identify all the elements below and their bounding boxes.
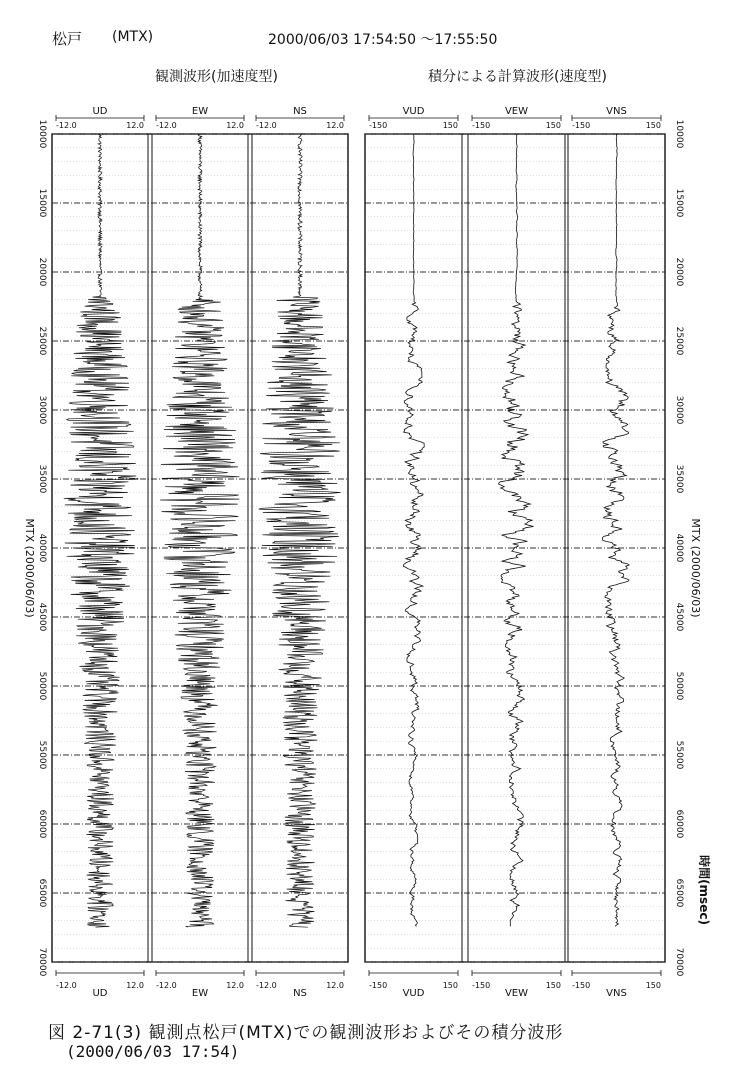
range-min-label: -150 bbox=[572, 121, 591, 130]
range-min-label: -12.0 bbox=[156, 981, 177, 990]
time-tick-label-right: 10000 bbox=[674, 119, 684, 149]
waveform-vns bbox=[603, 134, 630, 926]
channel-name-bottom: VNS bbox=[606, 988, 627, 999]
record-datetime: 2000/06/03 17:54:50 ～17:55:50 bbox=[268, 32, 498, 48]
figure-caption-date: (2000/06/03 17:54) bbox=[66, 1042, 240, 1061]
channel-name-bottom: VUD bbox=[402, 988, 425, 999]
y-axis-label-right: MTX (2000/06/03) bbox=[689, 518, 702, 618]
time-tick-label-left: 35000 bbox=[37, 464, 47, 494]
time-axis-title: 時間(msec) bbox=[697, 855, 711, 925]
time-tick-label-right: 20000 bbox=[674, 257, 684, 287]
time-tick-label-left: 60000 bbox=[37, 809, 47, 839]
station-code: (MTX) bbox=[112, 29, 154, 45]
time-tick-label-left: 45000 bbox=[37, 602, 47, 632]
time-tick-label-left: 10000 bbox=[37, 119, 47, 149]
station-name: 松戸 bbox=[52, 30, 83, 48]
time-tick-label-left: 15000 bbox=[37, 188, 47, 218]
range-max-label: 150 bbox=[645, 121, 661, 130]
range-min-label: -12.0 bbox=[156, 121, 177, 130]
time-tick-label-right: 30000 bbox=[674, 395, 684, 425]
range-min-label: -150 bbox=[369, 981, 388, 990]
range-min-label: -12.0 bbox=[56, 121, 77, 130]
range-max-label: 150 bbox=[442, 981, 458, 990]
range-min-label: -12.0 bbox=[56, 981, 77, 990]
channel-name-top: NS bbox=[293, 106, 307, 117]
range-max-label: 12.0 bbox=[126, 121, 144, 130]
range-min-label: -150 bbox=[369, 121, 388, 130]
range-max-label: 150 bbox=[442, 121, 458, 130]
waveform-ud bbox=[64, 134, 138, 927]
range-min-label: -150 bbox=[472, 121, 491, 130]
range-min-label: -150 bbox=[472, 981, 491, 990]
time-tick-label-left: 55000 bbox=[37, 740, 47, 770]
channel-name-top: EW bbox=[191, 106, 209, 117]
range-max-label: 12.0 bbox=[126, 981, 144, 990]
channel-name-bottom: VEW bbox=[504, 988, 529, 999]
time-tick-label-left: 50000 bbox=[37, 671, 47, 701]
time-tick-label-left: 70000 bbox=[37, 947, 47, 977]
range-max-label: 150 bbox=[545, 121, 561, 130]
time-tick-label-right: 50000 bbox=[674, 671, 684, 701]
time-tick-label-right: 35000 bbox=[674, 464, 684, 494]
waveform-vew bbox=[499, 134, 534, 926]
waveform-ns bbox=[259, 134, 341, 927]
channel-name-bottom: NS bbox=[293, 988, 307, 999]
range-max-label: 12.0 bbox=[326, 121, 344, 130]
channel-name-top: VUD bbox=[402, 106, 425, 117]
time-tick-label-right: 15000 bbox=[674, 188, 684, 218]
time-tick-label-right: 45000 bbox=[674, 602, 684, 632]
range-max-label: 12.0 bbox=[226, 121, 244, 130]
velocity-group-title: 積分による計算波形(速度型) bbox=[428, 69, 607, 85]
channel-name-bottom: EW bbox=[191, 988, 209, 999]
time-tick-label-right: 65000 bbox=[674, 878, 684, 908]
time-tick-label-right: 25000 bbox=[674, 326, 684, 356]
waveform-vud bbox=[403, 134, 424, 926]
range-max-label: 150 bbox=[645, 981, 661, 990]
range-min-label: -12.0 bbox=[256, 981, 277, 990]
channel-name-top: VEW bbox=[504, 106, 529, 117]
range-max-label: 12.0 bbox=[226, 981, 244, 990]
figure-caption: 図 2-71(3) 観測点松戸(MTX)での観測波形およびその積分波形 bbox=[48, 1023, 564, 1043]
time-tick-label-right: 40000 bbox=[674, 533, 684, 563]
range-min-label: -12.0 bbox=[256, 121, 277, 130]
channel-name-top: VNS bbox=[606, 106, 627, 117]
acceleration-group-title: 観測波形(加速度型) bbox=[155, 69, 278, 85]
time-tick-label-right: 55000 bbox=[674, 740, 684, 770]
waveform-ew bbox=[160, 134, 239, 927]
channel-name-bottom: UD bbox=[92, 988, 108, 999]
channel-name-top: UD bbox=[92, 106, 108, 117]
time-tick-label-right: 70000 bbox=[674, 947, 684, 977]
time-tick-label-left: 25000 bbox=[37, 326, 47, 356]
time-tick-label-left: 40000 bbox=[37, 533, 47, 563]
time-tick-label-right: 60000 bbox=[674, 809, 684, 839]
time-tick-label-left: 30000 bbox=[37, 395, 47, 425]
range-max-label: 12.0 bbox=[326, 981, 344, 990]
range-min-label: -150 bbox=[572, 981, 591, 990]
time-tick-label-left: 20000 bbox=[37, 257, 47, 287]
y-axis-label-left: MTX (2000/06/03) bbox=[23, 518, 36, 618]
range-max-label: 150 bbox=[545, 981, 561, 990]
time-tick-label-left: 65000 bbox=[37, 878, 47, 908]
